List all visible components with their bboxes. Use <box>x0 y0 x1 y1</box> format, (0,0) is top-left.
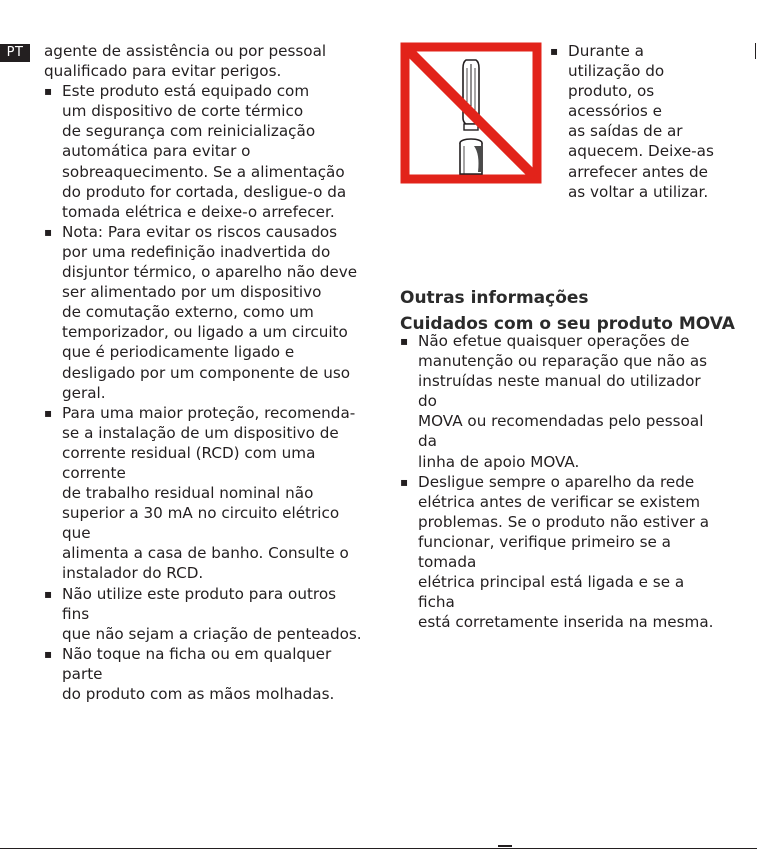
page-edge-marker <box>755 43 756 59</box>
left-column <box>44 41 364 704</box>
section-title: Outras informações <box>400 288 589 308</box>
bullet-icon: ▪ <box>400 474 409 489</box>
right-bullet-list <box>400 331 720 632</box>
list-item-text: Não utilize este produto para outros fins que não sejam a criação de penteados. <box>62 584 362 643</box>
footer-rule <box>0 848 757 849</box>
footer-mark <box>498 845 512 847</box>
bullet-icon: ▪ <box>400 334 409 348</box>
bullet-icon: ▪ <box>44 224 53 239</box>
list-item-text: Nota: Para evitar os riscos causados por uma redefinição inadvertida do disjuntor térmico, o aparelho não deve ser alimentado por um dispositivo de comutação externo, como um temporizador, ou ligado a um circuito que é periodicamente ligado e desligado por um componente de uso geral. <box>62 222 358 402</box>
list-item <box>44 222 364 403</box>
section-headings <box>400 285 740 337</box>
list-item-text: Desligue sempre o aparelho da rede elétrica antes de verificar se existem problemas. Se o produto não estiver a funcionar, verifique primeiro se a tomada elétrica principal está ligada e se a ficha está corretamente inserida na mesma. <box>418 472 714 632</box>
bullet-icon: ▪ <box>44 405 53 420</box>
top-right-list <box>550 41 725 202</box>
list-item <box>400 331 720 472</box>
list-item-text: Para uma maior proteção, recomenda- se a instalação de um dispositivo de corrente residual (RCD) com uma corrente de trabalho residual nominal não superior a 30 mA no circuito elétrico que alimenta a casa de banho. Consulte o instalador do RCD. <box>62 403 356 583</box>
top-right-bullet <box>550 41 725 202</box>
right-column <box>400 331 720 632</box>
list-item <box>44 644 364 704</box>
list-item <box>44 81 364 222</box>
language-tab: PT <box>0 44 30 62</box>
list-item <box>44 403 364 584</box>
bullet-icon: ▪ <box>44 586 53 601</box>
left-bullet-list <box>44 81 364 704</box>
list-item <box>400 472 720 633</box>
list-item <box>44 584 364 644</box>
continued-paragraph: agente de assistência ou por pessoal qualificado para evitar perigos. <box>44 42 327 81</box>
hot-attachment-prohibition-icon <box>400 42 542 184</box>
bullet-icon: ▪ <box>550 44 559 58</box>
list-item-text: Durante a utilização do produto, os acessórios e as saídas de ar aquecem. Deixe-as arrefecer antes de as voltar a utilizar. <box>568 42 714 201</box>
list-item-text: Não efetue quaisquer operações de manutenção ou reparação que não as instruídas neste manual do utilizador do MOVA ou recomendadas pelo pessoal da linha de apoio MOVA. <box>418 332 708 471</box>
list-item-text: Não toque na ficha ou em qualquer parte do produto com as mãos molhadas. <box>62 644 335 703</box>
bullet-icon: ▪ <box>44 84 53 99</box>
list-item-text: Este produto está equipado com um dispositivo de corte térmico de segurança com reinicialização automática para evitar o sobreaquecimento. Se a alimentação do produto for cortada, desligue-o da tomada elétrica e deixe-o arrefecer. <box>62 82 347 221</box>
subsection-title: Cuidados com o seu produto MOVA <box>400 314 735 334</box>
bullet-icon: ▪ <box>44 646 53 661</box>
list-item <box>550 41 725 202</box>
